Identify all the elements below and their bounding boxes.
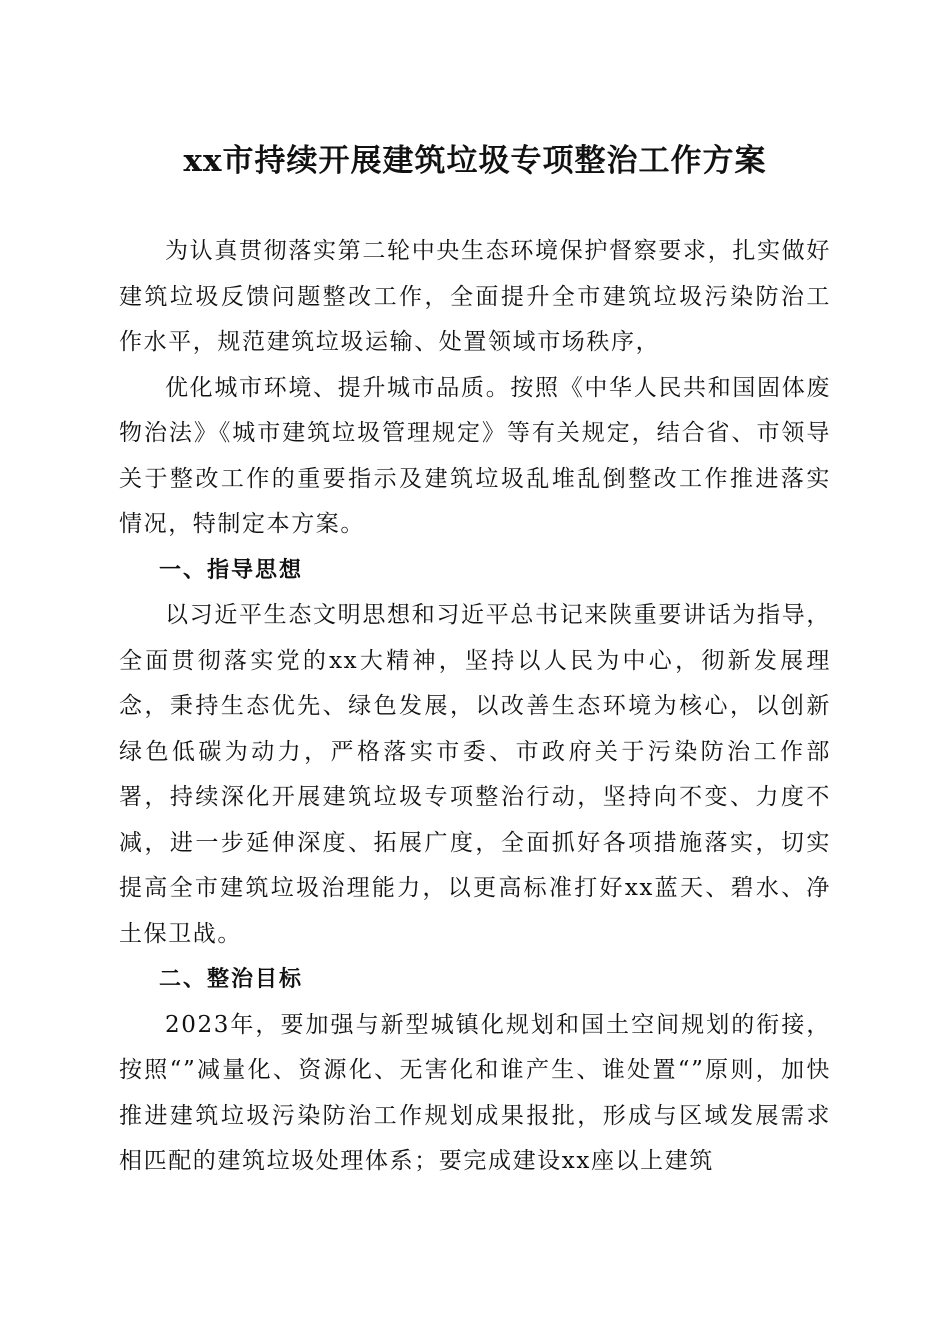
section-heading-goals: 二、整治目标 [159, 967, 304, 992]
paragraph-intro: 为认真贯彻落实第二轮中央生态环境保护督察要求，扎实做好建筑垃圾反馈问题整改工作，全面提升全市建筑垃圾污染防治工作水平，规范建筑垃圾运输、处置领域市场秩序， [119, 238, 831, 355]
paragraph-guiding-ideology: 以习近平生态文明思想和习近平总书记来陕重要讲话为指导，全面贯彻落实党的xx大精神，坚持以人民为中心，彻新发展理念，秉持生态优先、绿色发展，以改善生态环境为核心，以创新绿色低碳为动力，严格落实市委、市政府关于污染防治工作部署，持续深化开展建筑垃圾专项整治行动，坚持向不变、力度不减，进一步延伸深度、拓展广度，全面抓好各项措施落实，切实提高全市建筑垃圾治理能力，以更高标准打好xx蓝天、碧水、净土保卫战。 [119, 602, 831, 947]
paragraph-basis: 优化城市环境、提升城市品质。按照《中华人民共和国固体废物治法》《城市建筑垃圾管理规定》等有关规定，结合省、市领导关于整改工作的重要指示及建筑垃圾乱堆乱倒整改工作推进落实情况，特制定本方案。 [119, 374, 831, 537]
document-body [119, 229, 831, 1185]
section-heading-guiding-ideology: 一、指导思想 [159, 557, 304, 583]
document-title: xx市持续开展建筑垃圾专项整治工作方案 [183, 143, 767, 179]
paragraph-goals: 2023年，要加强与新型城镇化规划和国土空间规划的衔接，按照“”减量化、资源化、无害化和谁产生、谁处置“”原则，加快推进建筑垃圾污染防治工作规划成果报批，形成与区域发展需求相匹配的建筑垃圾处理体系；要完成建设xx座以上建筑 [119, 1011, 831, 1174]
